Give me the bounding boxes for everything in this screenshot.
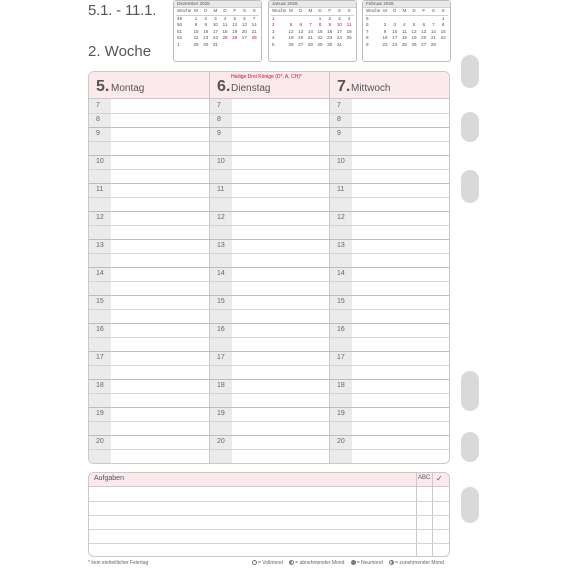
hour-label: 13 [96,242,104,249]
hour-label: 16 [96,326,104,333]
date-cell[interactable]: 15 [317,28,323,34]
week-number-cell: 8 [366,35,369,41]
hour-label: 11 [217,186,225,193]
weekday-header: Woche [271,8,286,15]
side-tab-4[interactable] [461,371,479,411]
day-number: 7. [337,78,351,95]
holiday-label: Heilige Drei Könige (D*, A, CH)* [231,74,302,80]
date-cell[interactable]: 21 [251,28,257,34]
date-cell[interactable]: 15 [193,28,199,34]
date-cell[interactable]: 11 [346,22,352,28]
abc-text: ABC [418,475,431,481]
date-cell[interactable]: 16 [382,35,388,41]
date-cell[interactable]: 27 [421,41,427,47]
date-cell[interactable]: 27 [241,35,247,41]
date-cell[interactable]: 10 [212,22,218,28]
day-header-monday [89,72,209,99]
date-cell[interactable]: 1 [318,15,322,21]
task-line[interactable] [89,501,449,502]
date-cell[interactable]: 31 [212,41,218,47]
week-number-cell: 52 [177,35,183,41]
hour-line [89,239,449,240]
date-cell[interactable]: 10 [392,28,398,34]
date-cell[interactable]: 11 [402,28,407,34]
legend-label: = Neumond [356,560,383,566]
date-cell[interactable]: 13 [241,22,247,28]
weekday-header: F [419,8,429,15]
date-cell[interactable]: 10 [336,22,342,28]
task-line[interactable] [89,529,449,530]
date-cell[interactable]: 20 [241,28,247,34]
weekday-header: M [286,8,296,15]
hour-line [89,113,449,114]
hour-label: 7 [96,102,100,109]
legend-waning-moon [289,560,344,566]
date-cell[interactable]: 7 [309,22,312,28]
date-cell[interactable]: 29 [317,41,323,47]
date-cell[interactable] [230,42,240,49]
day-number: 5. [96,78,110,95]
date-cell[interactable]: 4 [347,15,351,21]
date-cell[interactable]: 2 [204,15,207,21]
weekday-header: F [325,8,335,15]
hour-label: 16 [217,326,225,333]
week-number: 2. Woche [88,43,152,60]
tasks-header [89,473,449,487]
week-number-cell: 1 [177,41,180,47]
side-tab-3[interactable] [461,170,479,203]
date-cell[interactable]: 27 [298,41,304,47]
date-cell[interactable]: 26 [232,35,238,41]
date-cell[interactable]: 8 [318,22,322,28]
date-cell[interactable]: 3 [338,15,341,21]
new-moon-icon [351,560,356,565]
priority-abc-label [418,475,430,481]
mini-calendar-title: Dezember 2025 [174,1,261,8]
weekday-header: D [390,8,400,15]
side-tab-5[interactable] [461,432,479,462]
weekday-header: M [400,8,410,15]
date-cell[interactable] [419,15,429,22]
date-cell[interactable]: 25 [346,35,352,41]
weekday-header: S [335,8,345,15]
date-cell[interactable]: 24 [392,41,398,47]
date-cell[interactable]: 13 [298,28,304,34]
date-cell[interactable]: 7 [432,22,435,28]
date-cell[interactable] [306,15,316,22]
date-cell[interactable]: 19 [288,35,294,41]
hour-label: 19 [96,410,104,417]
legend-waxing-moon [389,560,444,566]
hour-label: 10 [337,158,345,165]
date-cell[interactable]: 2 [328,15,332,21]
hour-label: 19 [217,410,225,417]
weekday-header: Woche [176,8,191,15]
hour-line [89,449,449,450]
tasks-box [88,472,450,557]
week-number-cell: 3 [272,28,275,34]
hour-label: 9 [217,130,221,137]
hour-label: 20 [217,438,225,445]
date-cell[interactable]: 8 [194,22,198,28]
week-number-cell: 4 [272,35,275,41]
hour-label: 8 [96,116,100,123]
footnote: * kein einheitlicher Feiertag [88,560,149,566]
hour-line [89,337,449,338]
mini-calendar-january [268,0,357,62]
date-cell[interactable] [240,42,250,49]
date-cell[interactable]: 22 [440,35,446,41]
weekday-header: S [249,8,259,15]
date-cell[interactable]: 6 [422,22,426,28]
date-cell[interactable]: 26 [411,41,417,47]
hour-line [89,267,449,268]
legend-label: = zunehmender Mond [395,560,444,566]
week-grid [88,71,450,464]
hour-line [89,169,449,170]
hour-line [89,351,449,352]
weekday-header: Woche [365,8,380,15]
moon-legend [252,560,449,566]
date-cell[interactable]: 18 [401,35,407,41]
date-cell[interactable]: 9 [383,28,387,34]
hour-label: 8 [217,116,221,123]
date-cell[interactable]: 17 [392,35,398,41]
date-cell[interactable] [438,42,448,49]
hour-label: 7 [217,102,221,109]
date-cell[interactable]: 9 [328,22,332,28]
date-cell[interactable]: 11 [222,22,228,28]
date-cell[interactable]: 2 [383,22,387,28]
full-moon-icon [252,560,257,565]
mini-calendar-december [173,0,262,62]
date-cell[interactable]: 22 [193,35,199,41]
legend-full-moon [252,560,283,566]
date-cell[interactable]: 15 [440,28,446,34]
hour-label: 16 [337,326,345,333]
date-cell[interactable]: 5 [412,22,416,28]
date-cell[interactable]: 6 [243,15,246,21]
weekday-header: M [306,8,316,15]
date-cell[interactable]: 30 [203,41,209,47]
date-cell[interactable]: 20 [421,35,427,41]
date-cell[interactable] [400,15,410,22]
weekday-header: S [429,8,439,15]
date-cell[interactable]: 14 [251,22,257,28]
date-cell[interactable]: 6 [299,22,302,28]
date-cell[interactable]: 9 [204,22,207,28]
date-cell[interactable]: 23 [382,41,388,47]
weekday-header: D [315,8,325,15]
date-cell[interactable]: 5 [289,22,293,28]
date-cell[interactable]: 16 [327,28,333,34]
weekday-header: S [344,8,354,15]
date-cell[interactable]: 29 [193,41,199,47]
hour-line [89,281,449,282]
day-name: Dienstag [231,83,271,94]
weekday-header: F [230,8,240,15]
hour-label: 12 [337,214,345,221]
date-cell[interactable] [380,15,390,22]
hour-label: 17 [96,354,104,361]
hour-line [89,365,449,366]
date-cell[interactable]: 25 [401,41,407,47]
weekday-header: S [240,8,250,15]
hour-label: 14 [217,270,225,277]
hour-label: 17 [337,354,345,361]
week-number-cell: 49 [177,15,183,21]
date-cell[interactable] [249,42,259,49]
check-icon: ✓ [436,474,443,483]
date-cell[interactable]: 22 [317,35,323,41]
day-number: 6. [217,78,231,95]
hour-label: 14 [96,270,104,277]
legend-label: = Vollmond [258,560,283,566]
hour-label: 13 [337,242,345,249]
side-tab-6[interactable] [461,487,479,523]
week-number-cell: 5 [272,41,275,47]
hour-label: 9 [96,130,100,137]
date-cell[interactable]: 28 [251,35,257,41]
hour-label: 17 [217,354,225,361]
hour-line [89,295,449,296]
week-number-cell: 51 [177,28,183,34]
week-number-cell: 5 [366,15,369,21]
date-cell[interactable]: 30 [327,41,333,47]
date-cell[interactable]: 3 [393,22,396,28]
date-cell[interactable]: 14 [307,28,313,34]
hour-line [89,141,449,142]
legend-label: = abnehmender Mond [295,560,345,566]
date-cell[interactable] [296,15,306,22]
hour-label: 12 [96,214,104,221]
hour-line [89,309,449,310]
date-cell[interactable]: 12 [232,22,238,28]
date-cell[interactable]: 28 [430,41,436,47]
day-header-wednesday [330,72,449,99]
hour-label: 18 [96,382,104,389]
date-cell[interactable]: 8 [441,22,445,28]
day-name: Mittwoch [351,83,391,94]
hour-label: 14 [337,270,345,277]
hour-line [89,253,449,254]
date-cell[interactable] [344,42,354,49]
date-cell[interactable] [429,15,439,22]
hour-label: 15 [217,298,225,305]
hour-label: 20 [337,438,345,445]
hour-label: 18 [217,382,225,389]
side-tab-1[interactable] [461,55,479,88]
task-line[interactable] [89,543,449,544]
date-cell[interactable]: 14 [430,28,436,34]
hour-label: 12 [217,214,225,221]
date-cell[interactable] [220,42,230,49]
date-cell[interactable]: 13 [421,28,427,34]
date-cell[interactable]: 12 [288,28,294,34]
date-cell[interactable]: 31 [336,41,342,47]
date-cell[interactable]: 19 [232,28,238,34]
mini-calendar-title: Februar 2026 [363,1,450,8]
side-tab-2[interactable] [461,112,479,142]
date-cell[interactable]: 20 [298,35,304,41]
date-cell[interactable]: 1 [441,15,445,21]
hour-label: 10 [96,158,104,165]
weekday-header: M [211,8,221,15]
date-cell[interactable]: 5 [233,15,237,21]
date-cell[interactable]: 17 [212,28,218,34]
task-line[interactable] [89,515,449,516]
date-cell[interactable]: 18 [222,28,228,34]
hour-label: 15 [337,298,345,305]
waning-moon-icon [289,560,294,565]
hour-label: 8 [337,116,341,123]
week-number-cell: 50 [177,22,183,28]
day-name: Montag [111,83,145,94]
mini-calendar-february [362,0,451,62]
date-cell[interactable] [409,15,419,22]
date-cell[interactable]: 24 [212,35,218,41]
date-cell[interactable]: 7 [252,15,256,21]
hour-line [89,407,449,408]
hour-line [89,393,449,394]
date-cell[interactable]: 21 [307,35,313,41]
legend-new-moon [351,560,383,566]
hour-label: 13 [217,242,225,249]
date-cell[interactable]: 4 [223,15,227,21]
week-number-cell: 1 [272,15,275,21]
hour-line [89,155,449,156]
date-cell[interactable] [286,15,296,22]
hour-line [89,323,449,324]
date-cell[interactable]: 23 [327,35,333,41]
weekday-header: D [201,8,211,15]
hour-label: 11 [337,186,345,193]
hour-line [89,421,449,422]
hour-label: 19 [337,410,345,417]
date-cell[interactable] [390,15,400,22]
hour-line [89,211,449,212]
hour-line [89,435,449,436]
date-cell[interactable]: 4 [403,22,406,28]
hour-line [89,183,449,184]
weekday-header: D [220,8,230,15]
date-cell[interactable]: 25 [222,35,228,41]
weekday-header: M [191,8,201,15]
week-number-cell: 2 [272,22,275,28]
week-number-cell: 7 [366,28,369,34]
mini-calendar-title: Januar 2026 [269,1,356,8]
hour-line [89,127,449,128]
date-cell[interactable]: 17 [336,28,342,34]
date-cell[interactable]: 1 [194,15,198,21]
weekday-header: M [380,8,390,15]
date-cell[interactable]: 21 [430,35,436,41]
week-range: 5.1. - 11.1. [88,2,157,19]
hour-label: 15 [96,298,104,305]
date-cell[interactable]: 16 [203,28,209,34]
week-number-cell: 6 [366,22,369,28]
hour-label: 18 [337,382,345,389]
hour-line [89,225,449,226]
hour-label: 11 [96,186,104,193]
date-cell[interactable]: 19 [411,35,417,41]
date-cell[interactable]: 3 [214,15,217,21]
date-cell[interactable]: 18 [346,28,352,34]
hour-label: 10 [217,158,225,165]
date-cell[interactable]: 23 [203,35,209,41]
hour-label: 20 [96,438,104,445]
date-cell[interactable]: 26 [288,41,294,47]
hour-line [89,379,449,380]
waxing-moon-icon [389,560,394,565]
hour-label: 7 [337,102,341,109]
date-cell[interactable]: 24 [336,35,342,41]
hour-label: 9 [337,130,341,137]
hour-line [89,197,449,198]
date-cell[interactable]: 12 [411,28,417,34]
day-header-tuesday [210,72,329,99]
tasks-title: Aufgaben [94,475,124,482]
week-number-cell: 9 [366,41,369,47]
weekday-header: D [296,8,306,15]
weekday-header: D [409,8,419,15]
weekday-header: S [438,8,448,15]
date-cell[interactable]: 28 [307,41,313,47]
